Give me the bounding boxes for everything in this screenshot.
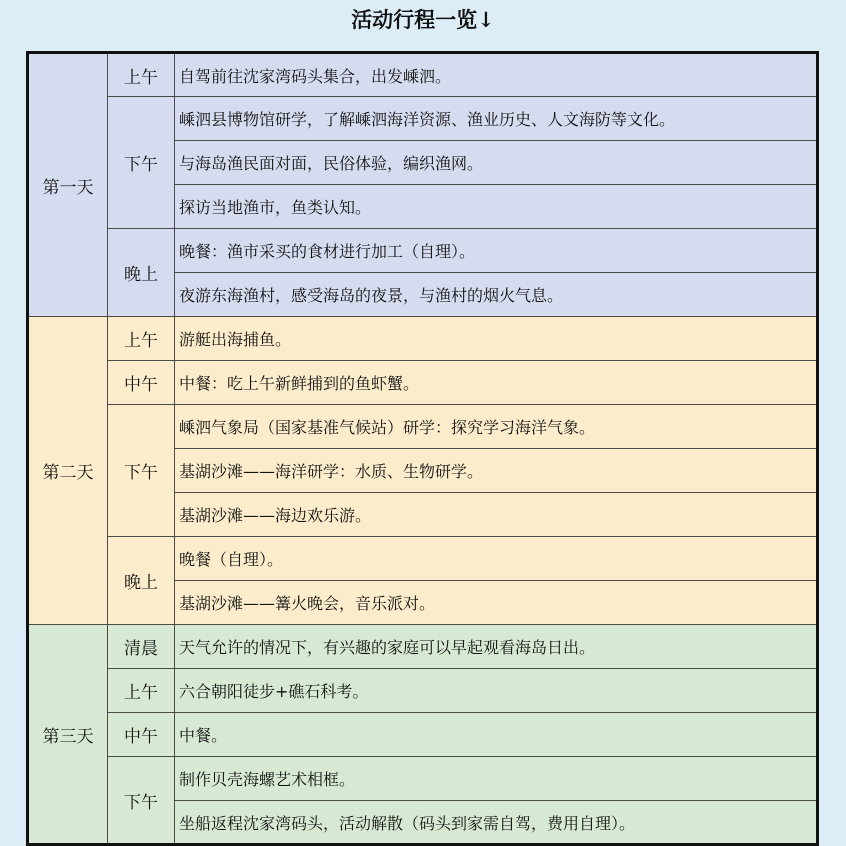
schedule-table <box>26 51 819 846</box>
table-row <box>28 669 818 713</box>
period-cell: 上午 <box>108 53 175 97</box>
table-row <box>28 229 818 273</box>
table-row <box>28 537 818 581</box>
activity-cell: 坐船返程沈家湾码头，活动解散（码头到家需自驾，费用自理）。 <box>175 801 818 845</box>
activity-cell: 六合朝阳徒步+礁石科考。 <box>175 669 818 713</box>
activity-cell: 基湖沙滩——海洋研学：水质、生物研学。 <box>175 449 818 493</box>
activity-cell: 自驾前往沈家湾码头集合，出发嵊泗。 <box>175 53 818 97</box>
activity-cell: 中餐。 <box>175 713 818 757</box>
period-cell: 下午 <box>108 97 175 229</box>
period-cell: 中午 <box>108 713 175 757</box>
activity-cell: 天气允许的情况下，有兴趣的家庭可以早起观看海岛日出。 <box>175 625 818 669</box>
period-cell: 晚上 <box>108 537 175 625</box>
table-row <box>28 53 818 97</box>
activity-cell: 探访当地渔市，鱼类认知。 <box>175 185 818 229</box>
activity-cell: 夜游东海渔村，感受海岛的夜景，与渔村的烟火气息。 <box>175 273 818 317</box>
period-cell: 中午 <box>108 361 175 405</box>
period-cell: 清晨 <box>108 625 175 669</box>
table-row <box>28 713 818 757</box>
day-cell: 第三天 <box>28 625 108 845</box>
table-row <box>28 317 818 361</box>
period-cell: 下午 <box>108 757 175 845</box>
activity-cell: 制作贝壳海螺艺术相框。 <box>175 757 818 801</box>
page-title: 活动行程一览↓ <box>351 7 495 32</box>
activity-cell: 基湖沙滩——海边欢乐游。 <box>175 493 818 537</box>
activity-cell: 游艇出海捕鱼。 <box>175 317 818 361</box>
period-cell: 晚上 <box>108 229 175 317</box>
table-row <box>28 757 818 801</box>
activity-cell: 与海岛渔民面对面，民俗体验，编织渔网。 <box>175 141 818 185</box>
table-row <box>28 625 818 669</box>
table-row <box>28 361 818 405</box>
activity-cell: 中餐：吃上午新鲜捕到的鱼虾蟹。 <box>175 361 818 405</box>
day-cell: 第一天 <box>28 53 108 317</box>
activity-cell: 嵊泗县博物馆研学，了解嵊泗海洋资源、渔业历史、人文海防等文化。 <box>175 97 818 141</box>
activity-cell: 晚餐（自理）。 <box>175 537 818 581</box>
activity-cell: 嵊泗气象局（国家基准气候站）研学：探究学习海洋气象。 <box>175 405 818 449</box>
table-row <box>28 405 818 449</box>
period-cell: 上午 <box>108 317 175 361</box>
period-cell: 上午 <box>108 669 175 713</box>
table-row <box>28 97 818 141</box>
activity-cell: 晚餐：渔市采买的食材进行加工（自理）。 <box>175 229 818 273</box>
period-cell: 下午 <box>108 405 175 537</box>
day-cell: 第二天 <box>28 317 108 625</box>
activity-cell: 基湖沙滩——篝火晚会，音乐派对。 <box>175 581 818 625</box>
